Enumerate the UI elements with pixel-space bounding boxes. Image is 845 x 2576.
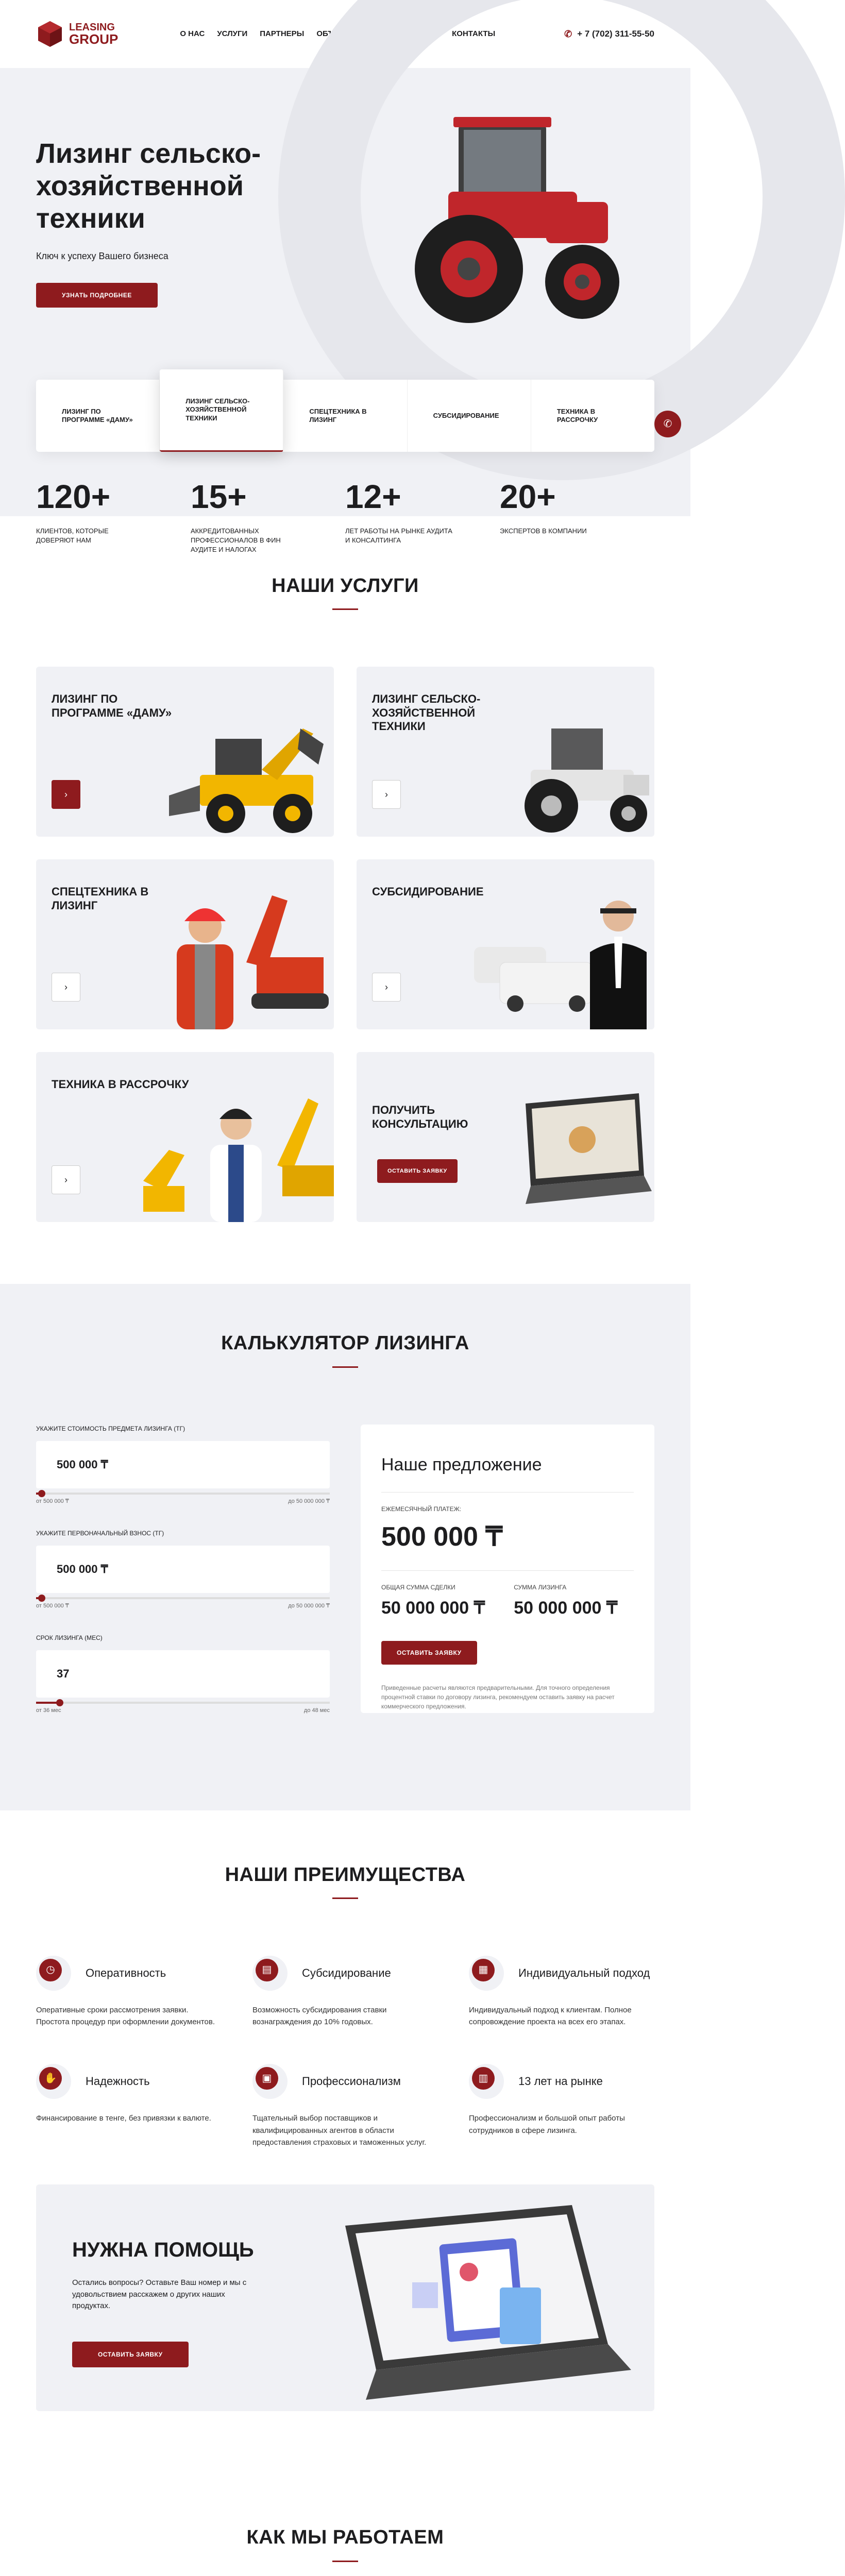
offer-request-button[interactable]: ОСТАВИТЬ ЗАЯВКУ — [381, 1641, 477, 1665]
businessman-vans-image — [469, 885, 654, 1029]
help-request-button[interactable]: ОСТАВИТЬ ЗАЯВКУ — [72, 2342, 189, 2367]
calculator-form — [36, 1425, 330, 1738]
tab-damu[interactable]: ЛИЗИНГ ПО ПРОГРАММЕ «ДАМУ» — [36, 380, 160, 452]
advantage-text: Индивидуальный подход к клиентам. Полное сопровождение проекта на всех его этапах. — [469, 2005, 632, 2027]
tab-special[interactable]: СПЕЦТЕХНИКА В ЛИЗИНГ — [283, 380, 407, 452]
advantage-item — [36, 1956, 222, 2028]
range-max: до 48 мес — [303, 1707, 330, 1714]
stat — [500, 478, 654, 535]
title-divider — [332, 608, 358, 610]
advantage-title: Оперативность — [86, 1966, 166, 1979]
services-section — [0, 516, 690, 1284]
offer-card — [361, 1425, 654, 1713]
service-card-installment[interactable] — [36, 1052, 334, 1222]
advantage-text: Профессионализм и большой опыт работы сотрудников в сфере лизинга. — [469, 2114, 625, 2135]
logo-cube-icon — [36, 20, 64, 48]
chevron-right-icon[interactable]: › — [52, 973, 80, 1002]
chevron-right-icon[interactable]: › — [372, 780, 401, 809]
stat-label: КЛИЕНТОВ, КОТОРЫЕ ДОВЕРЯЮТ НАМ — [36, 527, 109, 545]
field-label: УКАЖИТЕ ПЕРВОНАЧАЛЬНЫЙ ВЗНОС (ТГ) — [36, 1529, 164, 1537]
advantage-item — [469, 1956, 654, 2028]
stats — [36, 478, 654, 554]
stat-label: ЭКСПЕРТОВ В КОМПАНИИ — [500, 527, 587, 535]
hero — [0, 68, 690, 554]
nav-link-shareholders[interactable]: АКЦИОНЕРАМ — [384, 29, 440, 38]
how-title: КАК МЫ РАБОТАЕМ — [246, 2527, 444, 2549]
service-card-agri[interactable] — [357, 667, 654, 837]
stat-number: 15+ — [191, 478, 247, 515]
laptop-image — [505, 1088, 654, 1222]
advantage-text: Тщательный выбор поставщиков и квалифицированных агентов в области предоставления страховых и таможенных услуг. — [252, 2114, 427, 2147]
document-icon: ▤ — [256, 1959, 278, 1981]
service-card-damu[interactable] — [36, 667, 334, 837]
tab-subsidy[interactable]: СУБСИДИРОВАНИЕ — [408, 380, 531, 452]
service-card-subsidy[interactable] — [357, 859, 654, 1029]
service-title: ЛИЗИНГ ПО ПРОГРАММЕ «ДАМУ» — [52, 692, 172, 719]
hero-title: Лизинг сельско-хозяйственной техники — [36, 138, 261, 234]
stat-number: 120+ — [36, 478, 111, 515]
hero-tabs — [36, 380, 654, 452]
worker-excavator-image — [148, 880, 334, 1029]
advantage-title: Индивидуальный подход — [518, 1966, 650, 1979]
monthly-label: ЕЖЕМЕСЯЧНЫЙ ПЛАТЕЖ: — [381, 1505, 461, 1513]
phone-icon: ✆ — [663, 418, 672, 430]
range-max: до 50 000 000 ₸ — [288, 1602, 330, 1609]
downpayment-input[interactable]: 500 000 ₸ — [36, 1546, 330, 1593]
nav-link-about[interactable]: О НАС — [180, 29, 205, 38]
cost-input[interactable]: 500 000 ₸ — [36, 1441, 330, 1488]
chevron-right-icon[interactable]: › — [372, 973, 401, 1002]
deal-value: 50 000 000 ₸ — [381, 1598, 485, 1618]
field-label: УКАЖИТЕ СТОИМОСТЬ ПРЕДМЕТА ЛИЗИНГА (ТГ) — [36, 1425, 185, 1432]
deal-label: ОБЩАЯ СУММА СДЕЛКИ — [381, 1583, 455, 1591]
range-min: от 500 000 ₸ — [36, 1602, 69, 1609]
stat-label: ЛЕТ РАБОТЫ НА РЫНКЕ АУДИТА И КОНСАЛТИНГА — [345, 527, 452, 545]
title-divider — [332, 1897, 358, 1899]
laptop-illustration — [330, 2205, 634, 2401]
advantage-text: Оперативные сроки рассмотрения заявки. Простота процедур при оформлении документов. — [36, 2005, 215, 2027]
callback-fab[interactable] — [654, 411, 681, 437]
advantage-item — [252, 2064, 438, 2148]
consult-title: ПОЛУЧИТЬ КОНСУЛЬТАЦИЮ — [372, 1104, 468, 1130]
logo-line1: LEASING — [69, 22, 115, 33]
title-divider — [332, 1366, 358, 1368]
help-text: Остались вопросы? Оставьте Ваш номер и мы с удовольствием расскажем о других наших продуктах. — [72, 2278, 247, 2311]
advantage-item — [469, 2064, 654, 2148]
offer-note: Приведенные расчеты являются предварительными. Для точного определения процентной ставки по договору лизинга, рекомендуем оставить заявку на расчет коммерческого предложения. — [381, 1684, 615, 1710]
service-card-special[interactable] — [36, 859, 334, 1029]
man-machinery-image — [138, 1088, 334, 1222]
header-phone-number: + 7 (702) 311-55-50 — [577, 28, 654, 39]
hero-more-button[interactable]: УЗНАТЬ ПОДРОБНЕЕ — [36, 283, 158, 308]
stat-number: 20+ — [500, 478, 556, 515]
monthly-value: 500 000 ₸ — [381, 1521, 503, 1552]
title-divider — [332, 2561, 358, 2562]
advantage-title: Субсидирование — [302, 1966, 391, 1979]
tractor-image — [397, 94, 623, 331]
logo[interactable] — [36, 20, 118, 48]
advantage-text: Финансирование в тенге, без привязки к валюте. — [36, 2114, 211, 2123]
advantage-text: Возможность субсидирования ставки вознаграждения до 10% годовых. — [252, 2005, 387, 2027]
chevron-right-icon[interactable]: › — [52, 780, 80, 809]
lease-sum-value: 50 000 000 ₸ — [514, 1598, 618, 1618]
stat-number: 12+ — [345, 478, 401, 515]
advantages-title: НАШИ ПРЕИМУЩЕСТВА — [225, 1863, 466, 1886]
stat — [36, 478, 191, 545]
help-title: НУЖНА ПОМОЩЬ — [72, 2239, 254, 2262]
offer-title: Наше предложение — [381, 1454, 542, 1475]
help-banner — [36, 2184, 654, 2411]
service-title: СУБСИДИРОВАНИЕ — [372, 885, 484, 899]
advantages-section — [0, 1810, 690, 2453]
services-title: НАШИ УСЛУГИ — [272, 575, 419, 597]
how-we-work-section — [0, 2452, 690, 2576]
briefcase-icon: ▣ — [256, 2067, 278, 2090]
slider-handle[interactable] — [38, 1595, 45, 1602]
slider-handle[interactable] — [38, 1490, 45, 1497]
advantage-title: Надежность — [86, 2075, 150, 2088]
lease-sum-label: СУММА ЛИЗИНГА — [514, 1583, 567, 1591]
field-label: СРОК ЛИЗИНГА (МЕС) — [36, 1634, 103, 1641]
nav-link-partners[interactable]: ПАРТНЕРЫ — [260, 29, 305, 38]
handshake-icon: ✋ — [39, 2067, 62, 2090]
service-title: ТЕХНИКА В РАССРОЧКУ — [52, 1078, 189, 1091]
nav-link-contacts[interactable]: КОНТАКТЫ — [452, 29, 496, 38]
calculator-title: КАЛЬКУЛЯТОР ЛИЗИНГА — [221, 1332, 469, 1354]
stat-label: АККРЕДИТОВАННЫХ ПРОФЕССИОНАЛОВ В ФИН АУДИТЕ И НАЛОГАХ — [191, 527, 281, 554]
advantage-item — [252, 1956, 438, 2028]
calculator-section — [0, 1284, 690, 1810]
advantage-item — [36, 2064, 222, 2148]
nav-link-announcements[interactable]: ОБЪЯВЛЕНИЯ — [316, 29, 373, 38]
range-max: до 50 000 000 ₸ — [288, 1498, 330, 1504]
service-title: ЛИЗИНГ СЕЛЬСКО-ХОЗЯЙСТВЕННОЙ ТЕХНИКИ — [372, 692, 481, 733]
chevron-right-icon[interactable]: › — [52, 1165, 80, 1194]
consult-request-button[interactable]: ОСТАВИТЬ ЗАЯВКУ — [377, 1159, 458, 1183]
advantage-title: Профессионализм — [302, 2075, 401, 2088]
term-input[interactable]: 37 — [36, 1650, 330, 1698]
term-slider[interactable] — [36, 1702, 330, 1704]
tab-installment[interactable]: ТЕХНИКА В РАССРОЧКУ — [556, 407, 598, 423]
excavator-loader-image — [169, 708, 334, 837]
range-min: от 36 мес — [36, 1707, 61, 1714]
clock-icon: ◷ — [39, 1959, 62, 1981]
nav-link-services[interactable]: УСЛУГИ — [217, 29, 248, 38]
range-min: от 500 000 ₸ — [36, 1498, 69, 1504]
service-title: СПЕЦТЕХНИКА В ЛИЗИНГ — [52, 885, 149, 912]
phone-icon: ✆ — [564, 28, 572, 39]
calendar-icon: ▥ — [472, 2067, 495, 2090]
stat — [345, 478, 500, 545]
grid-icon: ▦ — [472, 1959, 495, 1981]
cost-slider[interactable] — [36, 1493, 330, 1495]
service-card-consult — [357, 1052, 654, 1222]
white-tractor-image — [495, 708, 654, 837]
stat — [191, 478, 345, 554]
slider-handle[interactable] — [56, 1699, 63, 1706]
hero-subtitle: Ключ к успеху Вашего бизнеса — [36, 250, 168, 261]
downpayment-slider[interactable] — [36, 1597, 330, 1599]
logo-line2: GROUP — [69, 31, 119, 47]
advantage-title: 13 лет на рынке — [518, 2075, 603, 2088]
tab-agri[interactable]: ЛИЗИНГ СЕЛЬСКО-ХОЗЯЙСТВЕННОЙ ТЕХНИКИ — [160, 369, 283, 452]
